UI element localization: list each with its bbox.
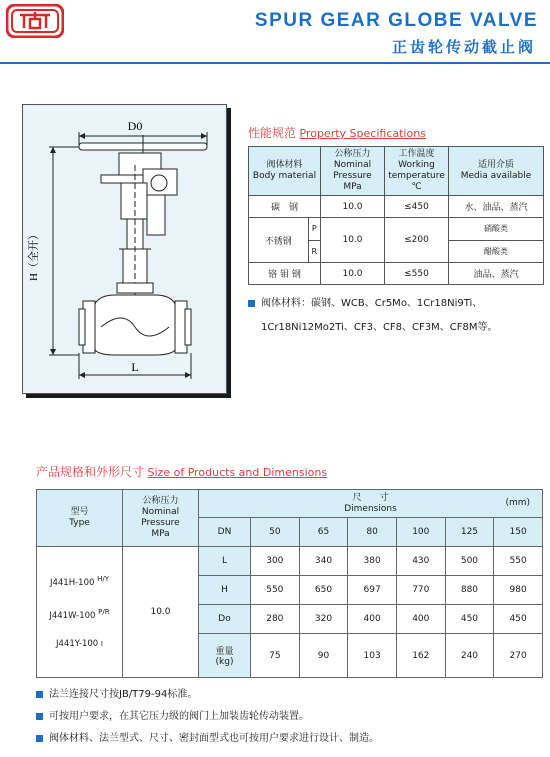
h-dimension-label: H（全开） bbox=[28, 229, 40, 281]
bullet-icon bbox=[36, 713, 43, 720]
footer-notes bbox=[36, 684, 546, 750]
size-section-title: 产品规格和外形尺寸 Size of Products and Dimensions bbox=[36, 465, 328, 479]
page-title-cn: 正齿轮传动截止阀 bbox=[391, 38, 536, 56]
bullet-icon bbox=[36, 735, 43, 742]
header-nominal-pressure: 公称压力 Nominal Pressure MPa bbox=[321, 147, 385, 196]
header-body-material: 阀体材料 Body material bbox=[249, 147, 321, 196]
table-row: 碳 钢 10.0 ≤450 水、油品、蒸汽 bbox=[249, 196, 544, 218]
list-item: 可按用户要求，在其它压力级的阀门上加装齿轮传动装置。 bbox=[36, 706, 546, 728]
header-type: 型号 Type bbox=[37, 490, 123, 547]
list-item: 法兰连接尺寸按JB/T79-94标准。 bbox=[36, 684, 546, 706]
l-dimension-label: L bbox=[131, 360, 139, 374]
header-media: 适用介质 Media available bbox=[449, 147, 544, 196]
do-dimension-label: D0 bbox=[127, 119, 143, 133]
header-working-temperature: 工作温度 Working temperature ℃ bbox=[385, 147, 449, 196]
property-section-title: 性能规范 Property Specifications bbox=[248, 126, 426, 140]
header-dimensions: 尺 寸 Dimensions (mm) bbox=[199, 490, 543, 518]
list-item: 阀体材料、法兰型式、尺寸、密封面型式也可按用户要求进行设计、制造。 bbox=[36, 728, 546, 750]
bullet-icon bbox=[248, 300, 255, 307]
size-pressure: 10.0 bbox=[123, 547, 199, 678]
table-row: H 550 650 697 770 880 980 bbox=[37, 576, 543, 605]
page-title-en: SPUR GEAR GLOBE VALVE bbox=[254, 10, 538, 31]
header-divider bbox=[0, 62, 550, 64]
table-row: Do 280 320 400 400 450 450 bbox=[37, 605, 543, 634]
size-table: 型号 Type 公称压力 Nominal Pressure MPa 尺 寸 Dimensions (mm) DN 50 65 80 100 125 150 J441H-100 $^{H/Y}$ J441W-100 $^{P/R}$ J441Y-100 I 10.0 L 300 340 380 430 500 550 H 550 650 697 770 880 980 Do 280 320 400 400 450 450 重量 (kg) 75 90 103 162 240 270 bbox=[36, 489, 543, 678]
property-table: 阀体材料 Body material 公称压力 Nominal Pressure MPa 工作温度 Working temperature ℃ 适用介质 Media available 碳 钢 10.0 ≤450 水、油品、蒸汽 不锈钢 P R 10.0 ≤200 硝酸类 醋酸类 铬 钼 钢 10.0 ≤550 油品、蒸汽 bbox=[248, 146, 544, 285]
company-logo bbox=[6, 4, 64, 38]
table-row: 重量 (kg) 75 90 103 162 240 270 bbox=[37, 634, 543, 678]
valve-drawing bbox=[23, 105, 228, 395]
table-row: J441H-100 $^{H/Y}$ J441W-100 $^{P/R}$ J441Y-100 I 10.0 L 300 340 380 430 500 550 bbox=[37, 547, 543, 576]
header-nominal-pressure: 公称压力 Nominal Pressure MPa bbox=[123, 490, 199, 547]
table-row: 铬 钼 钢 10.0 ≤550 油品、蒸汽 bbox=[249, 263, 544, 285]
model-list: J441H-100 $^{H/Y}$ J441W-100 $^{P/R}$ J441Y-100 I bbox=[37, 547, 123, 678]
table-row: 不锈钢 P R 10.0 ≤200 硝酸类 bbox=[249, 218, 544, 241]
bullet-icon bbox=[36, 691, 43, 698]
valve-drawing-panel bbox=[22, 104, 227, 394]
material-note: 阀体材料：碳钢、WCB、Cr5Mo、1Cr18Ni9Ti、 1Cr18Ni12Mo2Ti、CF3、CF8、CF3M、CF8M等。 bbox=[248, 296, 548, 336]
